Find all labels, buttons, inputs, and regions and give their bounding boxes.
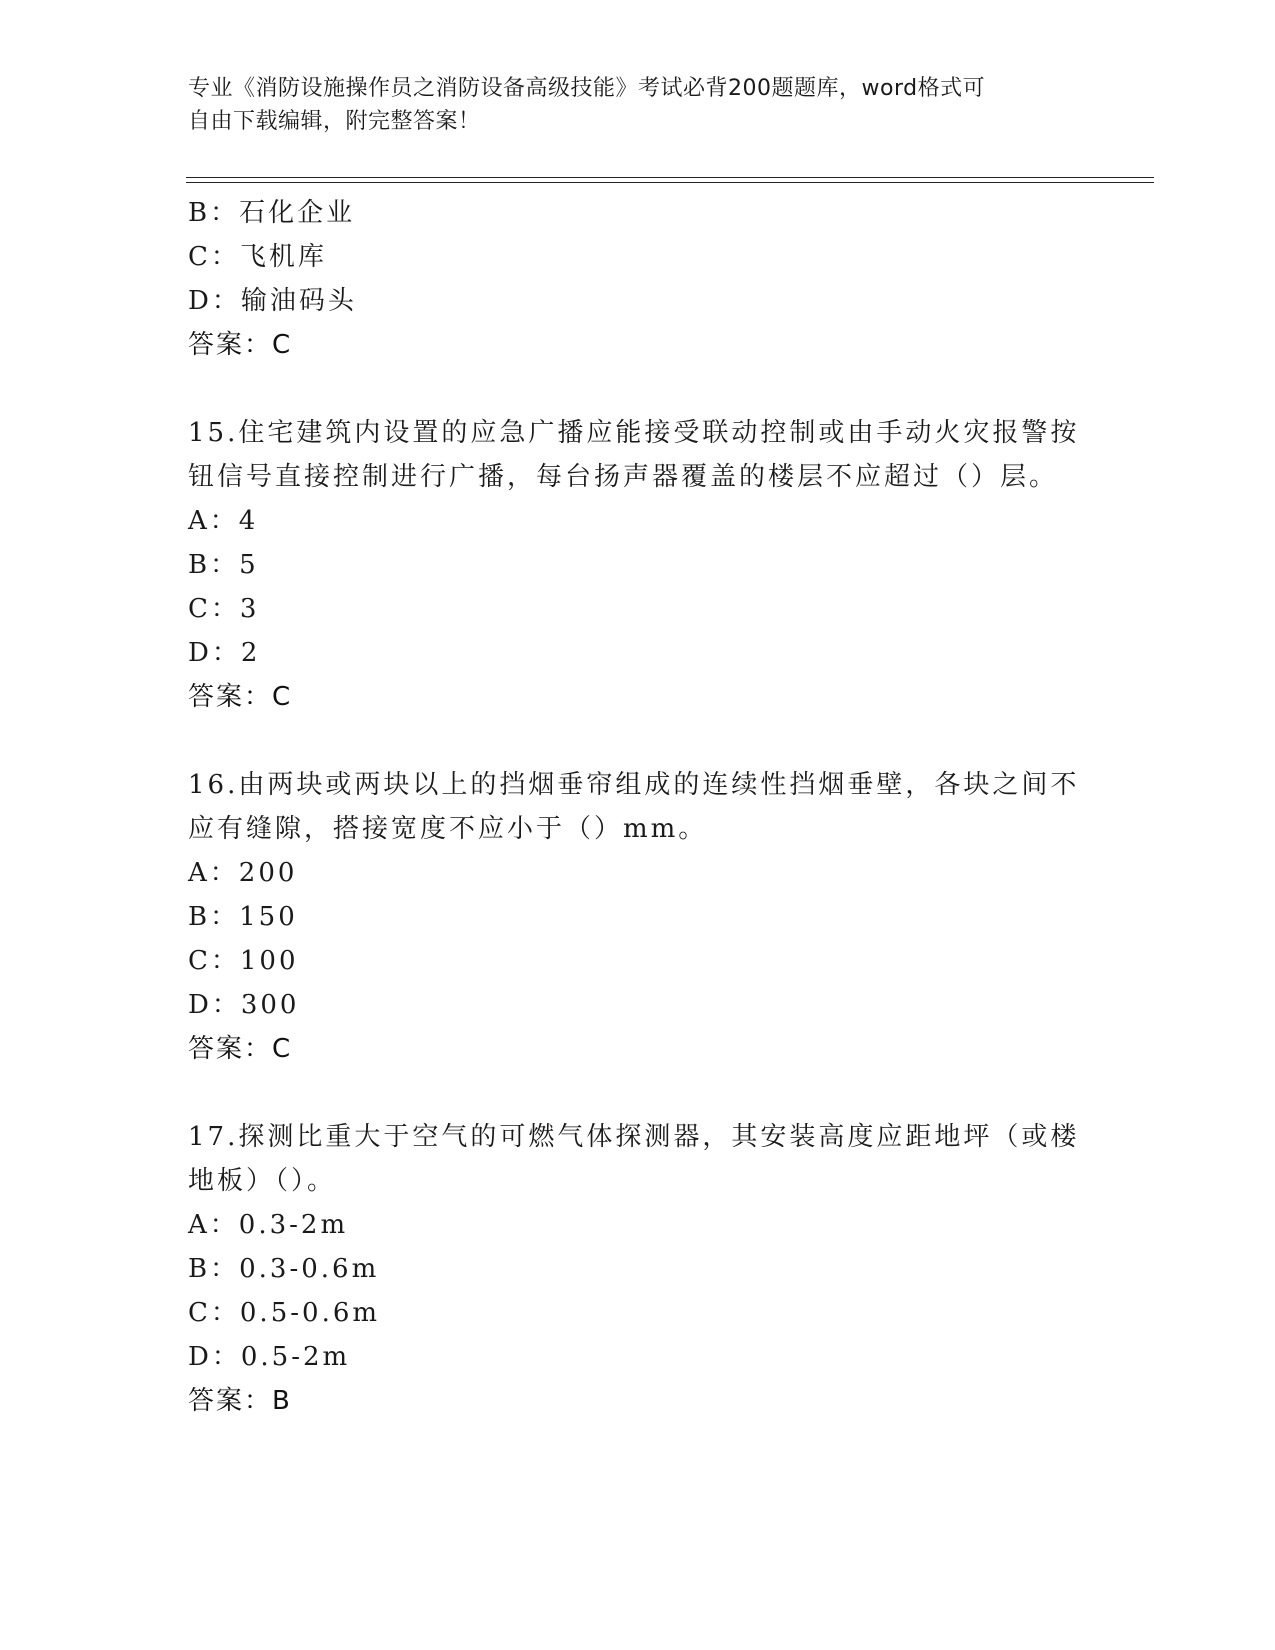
- header-rule-bottom: [186, 182, 1154, 183]
- header-line-2: 自由下载编辑，附完整答案！: [188, 109, 481, 134]
- q16-text-line-2: 应有缝隙，搭接宽度不应小于（）mm。: [188, 814, 708, 844]
- q16-option-a: A：200: [188, 858, 298, 888]
- q17-option-c: C：0.5-0.6m: [188, 1298, 381, 1328]
- q17-text-line-1: 17.探测比重大于空气的可燃气体探测器，其安装高度应距地坪（或楼: [188, 1122, 1080, 1152]
- q17-option-b: B：0.3-0.6m: [188, 1254, 380, 1284]
- q16-text-line-1: 16.由两块或两块以上的挡烟垂帘组成的连续性挡烟垂壁，各块之间不: [188, 770, 1080, 800]
- q15-text-line-1: 15.住宅建筑内设置的应急广播应能接受联动控制或由手动火灾报警按: [188, 418, 1080, 448]
- q17-text-line-2: 地板）（）。: [188, 1166, 337, 1196]
- header-rule-top: [186, 177, 1154, 178]
- prev-option-d: D：输油码头: [188, 286, 357, 316]
- q15-answer: 答案：C: [188, 682, 293, 712]
- q16-option-d: D：300: [188, 990, 300, 1020]
- q16-option-c: C：100: [188, 946, 299, 976]
- q15-option-b: B：5: [188, 550, 259, 580]
- prev-answer: 答案：C: [188, 330, 293, 360]
- prev-option-c: C：飞机库: [188, 242, 327, 272]
- q15-option-c: C：3: [188, 594, 260, 624]
- q16-option-b: B：150: [188, 902, 298, 932]
- page-header: [188, 72, 1068, 138]
- header-line-1: 专业《消防设施操作员之消防设备高级技能》考试必背200题题库，word格式可: [188, 76, 986, 101]
- q17-answer: 答案：B: [188, 1386, 292, 1416]
- prev-option-b: B：石化企业: [188, 198, 356, 228]
- q15-option-d: D：2: [188, 638, 261, 668]
- q15-text-line-2: 钮信号直接控制进行广播，每台扬声器覆盖的楼层不应超过（）层。: [188, 462, 1059, 492]
- q17-option-a: A：0.3-2m: [188, 1210, 349, 1240]
- q15-option-a: A：4: [188, 506, 259, 536]
- q17-option-d: D：0.5-2m: [188, 1342, 351, 1372]
- q16-answer: 答案：C: [188, 1034, 293, 1064]
